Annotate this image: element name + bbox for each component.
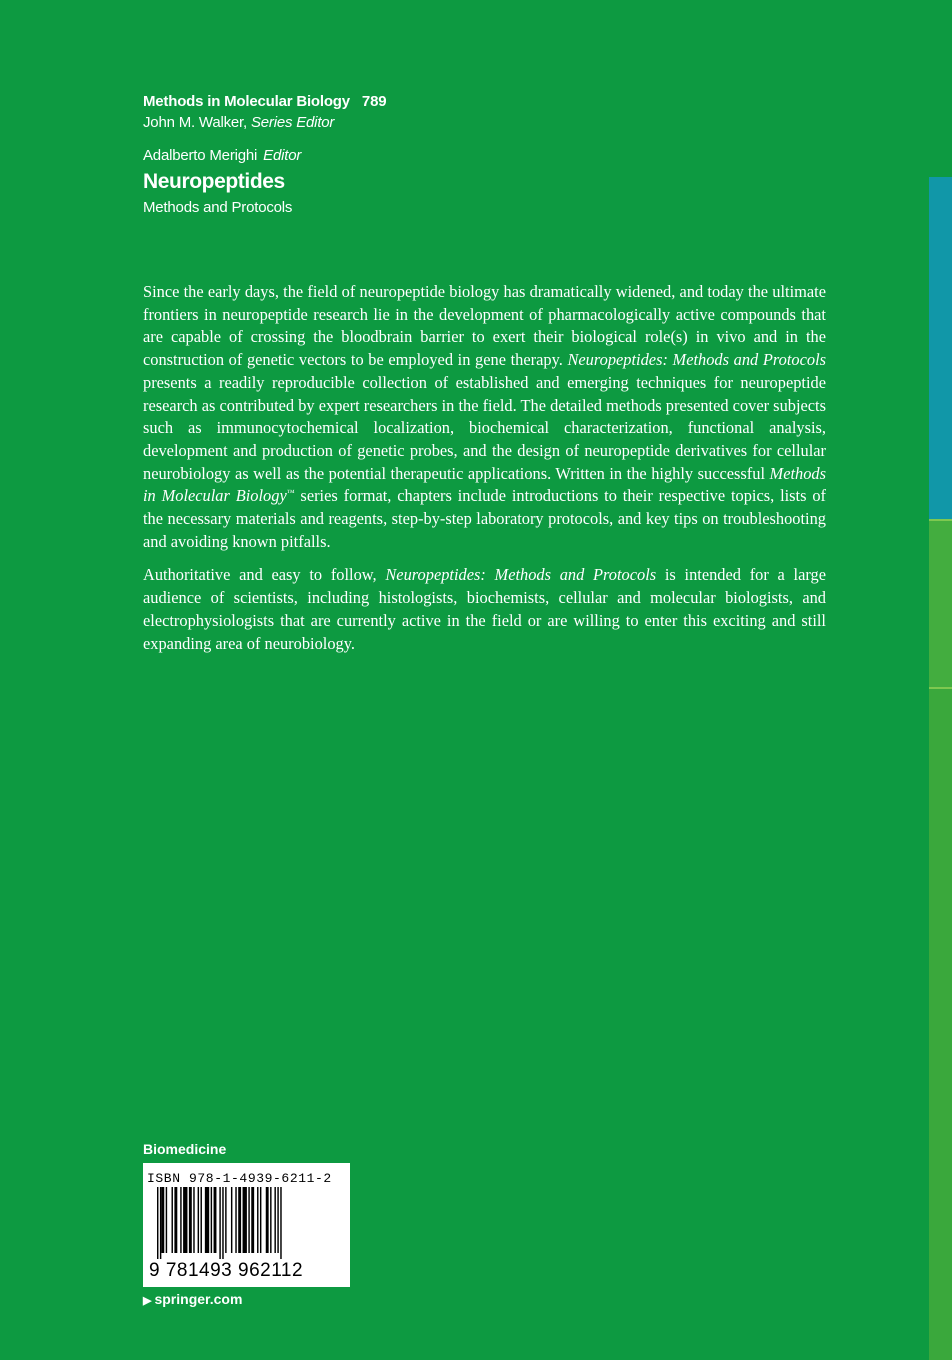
barcode-bar [166,1187,167,1253]
blurb-p1-title-ref: Neuropeptides: Methods and Protocols [567,350,826,370]
barcode-bar [172,1187,173,1253]
barcode-bars [149,1187,344,1259]
blurb-p2-text-b: is intended for a large audience of scientists, including histologists, biochemists, cellular and molecular biologists, and electrophysiologists that are currently active in the field or are willing to enter this exciting and still expanding area of neurobiology. [143,565,826,653]
barcode-bar [161,1187,164,1253]
series-number: 789 [361,93,387,110]
barcode-bar [219,1187,220,1259]
isbn-label: ISBN 978-1-4939-6211-2 [147,1171,332,1186]
barcode-bar [280,1187,281,1259]
spine-tab-green [929,519,952,689]
barcode-bar [157,1187,158,1259]
barcode-bar [248,1187,249,1253]
barcode-bar [260,1187,261,1253]
barcode-bar [274,1187,275,1253]
barcode-bar [180,1187,181,1253]
barcode-bar [205,1187,209,1253]
spine-tab-blue [929,177,952,519]
blurb-p2-text-a: Authoritative and easy to follow, [143,565,386,585]
barcode-bar [189,1187,192,1253]
cover-header [143,93,386,216]
barcode-bar [174,1187,177,1253]
barcode-bar [160,1187,161,1259]
blurb-paragraph-2 [143,564,826,655]
book-title: Neuropeptides [143,170,285,193]
trademark-mark: ™ [286,488,295,498]
series-editor-role: Series Editor [250,114,335,131]
blurb-p1-text-c: series format, chapters include introductions to their respective topics, lists of the necessary materials and reagents, step-by-step laboratory protocols, and key tips on troubleshooting and avoiding known pitfalls. [143,486,827,551]
volume-editor-name: Adalberto Merighi [143,147,258,164]
series-name: Methods in Molecular Biology [143,93,350,110]
barcode-bar [238,1187,241,1253]
triangle-right-icon: ▶ [143,1295,152,1307]
barcode-bar [211,1187,212,1253]
barcode-bar [198,1187,199,1253]
barcode-bar [193,1187,194,1253]
barcode-bar [201,1187,202,1253]
barcode-bar [222,1187,223,1259]
volume-editor-line [143,147,386,164]
barcode-bar [266,1187,269,1253]
barcode-bar [231,1187,232,1253]
barcode-bar [235,1187,236,1253]
blurb-p1-series-ref: Methods in Molecular Biology [143,463,826,506]
blurb-paragraph-1 [143,281,826,553]
barcode-bar [270,1187,271,1253]
volume-editor-role: Editor [263,147,302,164]
isbn-barcode [143,1163,350,1287]
subject-category: Biomedicine [143,1141,227,1157]
publisher-link[interactable] [143,1291,242,1307]
series-editor-line [143,114,386,131]
barcode-bar [214,1187,217,1253]
barcode-bar [183,1187,187,1253]
blurb-p1-text-a: Since the early days, the field of neuropeptide biology has dramatically widened, and today the ultimate frontiers in neuropeptide research lie in the development of pharmacologically active compounds that are capable of crossing the bloodbrain barrier to exert their biological role(s) in vivo and in the construction of genetic vectors to be employed in gene therapy. [143,282,826,370]
book-subtitle: Methods and Protocols [143,199,293,216]
barcode-bar [257,1187,258,1253]
series-line [143,93,386,110]
blurb [143,281,826,666]
blurb-p1-text-b: presents a readily reproducible collection of established and emerging techniques for neuropeptide research as contributed by expert researchers in the field. The detailed methods presented cover subjects such as immunocytochemical localization, biochemical characterization, functional analysis, development and production of genetic probes, and the design of neuropeptide derivatives for cellular neurobiology as well as the potential therapeutic applications. Written in the highly successful [143,372,826,483]
publisher-url: springer.com [154,1291,243,1307]
barcode-bar [277,1187,278,1253]
barcode-bar [225,1187,226,1253]
spine-tab-lower [929,689,952,1360]
barcode-bar [251,1187,254,1253]
series-editor-name: John M. Walker, [143,114,247,131]
barcode-bar [243,1187,247,1253]
ean-digits: 9 781493 962112 [149,1260,304,1281]
blurb-p2-title-ref: Neuropeptides: Methods and Protocols [385,565,657,585]
